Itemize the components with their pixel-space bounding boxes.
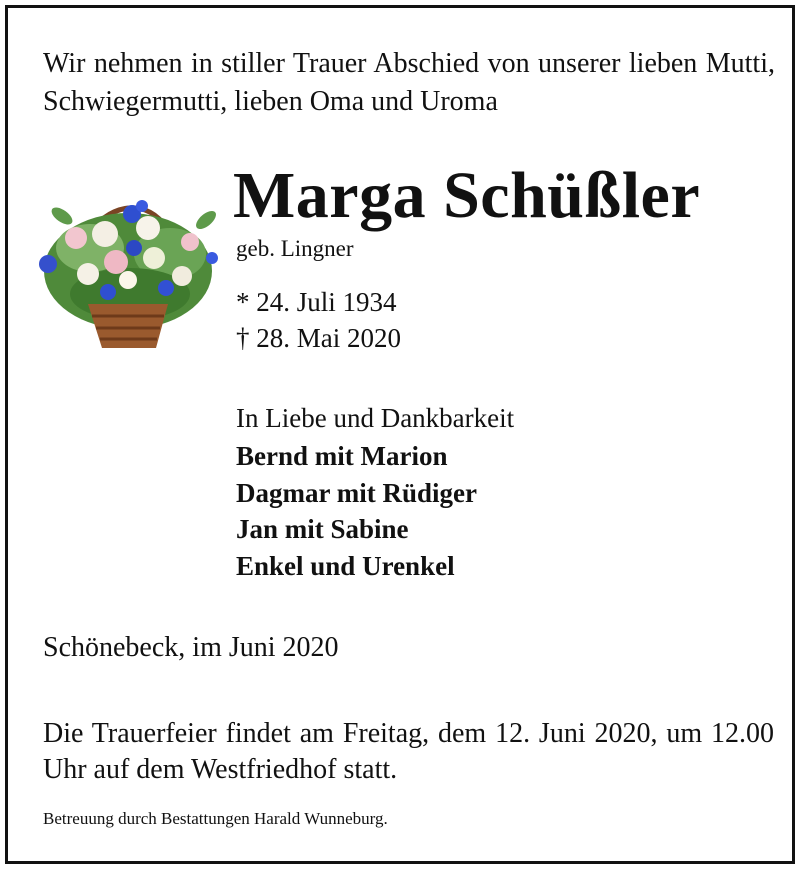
obituary-frame	[5, 5, 795, 864]
maiden-name: geb. Lingner	[236, 236, 354, 261]
flower-basket-icon	[30, 176, 226, 358]
family-list	[236, 438, 477, 584]
family-member: Jan mit Sabine	[236, 514, 409, 544]
family-member: Dagmar mit Rüdiger	[236, 477, 477, 508]
ceremony-info: Die Trauerfeier findet am Freitag, dem 12. Juni 2020, um 12.00 Uhr auf dem Westfriedhof statt.	[43, 718, 774, 785]
place-date: Schönebeck, im Juni 2020	[43, 632, 339, 663]
funeral-home: Betreuung durch Bestattungen Harald Wunneburg.	[43, 809, 388, 828]
thanks-line: In Liebe und Dankbarkeit	[236, 403, 515, 433]
intro-text: Wir nehmen in stiller Trauer Abschied von unserer lieben Mutti, Schwiegermutti, lieben Oma und Uroma	[43, 48, 775, 117]
death-date: † 28. Mai 2020	[236, 323, 401, 353]
deceased-name: Marga Schüßler	[233, 159, 701, 232]
family-member: Enkel und Urenkel	[236, 550, 455, 581]
family-member: Bernd mit Marion	[236, 441, 448, 471]
birth-date: * 24. Juli 1934	[236, 287, 397, 317]
